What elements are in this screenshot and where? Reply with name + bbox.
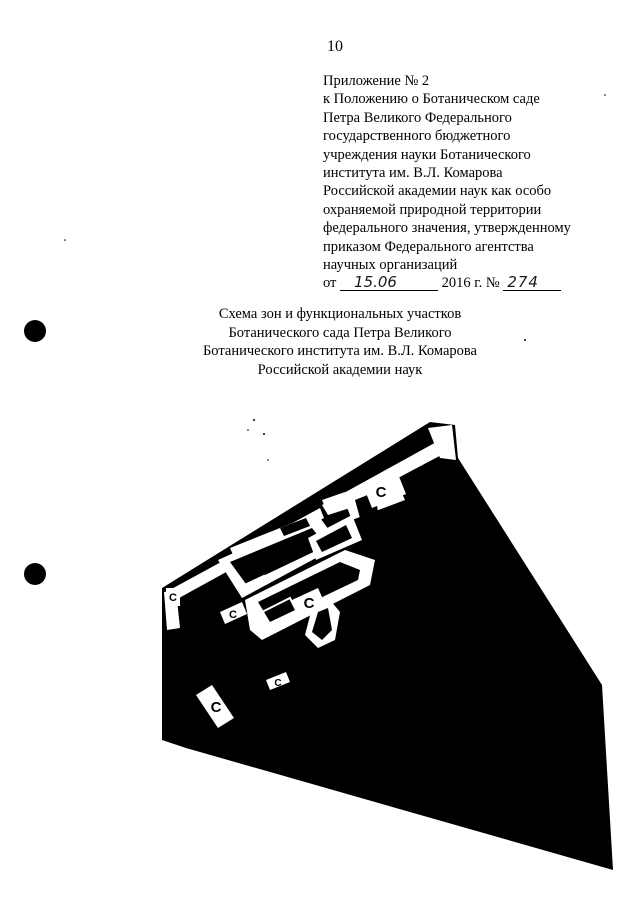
order-date-handwritten: 15.06 xyxy=(340,275,438,291)
scheme-title-line: Схема зон и функциональных участков xyxy=(218,306,462,322)
appendix-line: к Положению о Ботаническом саде xyxy=(323,91,540,108)
order-number-handwritten: 274 xyxy=(503,275,561,291)
scheme-title-line: Российской академии наук xyxy=(257,361,423,378)
svg-text:С: С xyxy=(303,595,315,612)
scan-specks xyxy=(64,94,606,461)
svg-text:С: С xyxy=(274,678,282,689)
appendix-line: федерального значения, утвержденному xyxy=(323,220,571,237)
appendix-line: учреждения науки Ботанического xyxy=(323,146,531,163)
appendix-line: Приложение № 2 xyxy=(323,73,430,89)
svg-text:С: С xyxy=(229,609,237,621)
appendix-line: государственного бюджетного xyxy=(323,128,511,145)
svg-text:С: С xyxy=(375,484,387,501)
svg-text:С: С xyxy=(210,699,222,716)
order-year: 2016 г. xyxy=(441,275,483,292)
scheme-title-line: Ботанического института им. В.Л. Комарова xyxy=(202,343,477,359)
scheme-title-line: Ботанического сада Петра Великого xyxy=(228,324,452,341)
svg-text:С: С xyxy=(169,592,177,604)
appendix-line: приказом Федерального агентства xyxy=(323,238,534,255)
appendix-line: Российской академии наук как особо xyxy=(323,183,552,200)
appendix-line: института им. В.Л. Комарова xyxy=(323,165,503,182)
appendix-line: Петра Великого Федерального xyxy=(323,109,512,126)
order-number-sign: № xyxy=(485,275,500,292)
appendix-line: охраняемой природной территории xyxy=(323,201,542,218)
page-number: 10 xyxy=(327,38,343,55)
appendix-line: научных организаций xyxy=(323,257,458,274)
order-prefix: от xyxy=(323,275,337,292)
zone-marker-c xyxy=(166,588,180,606)
